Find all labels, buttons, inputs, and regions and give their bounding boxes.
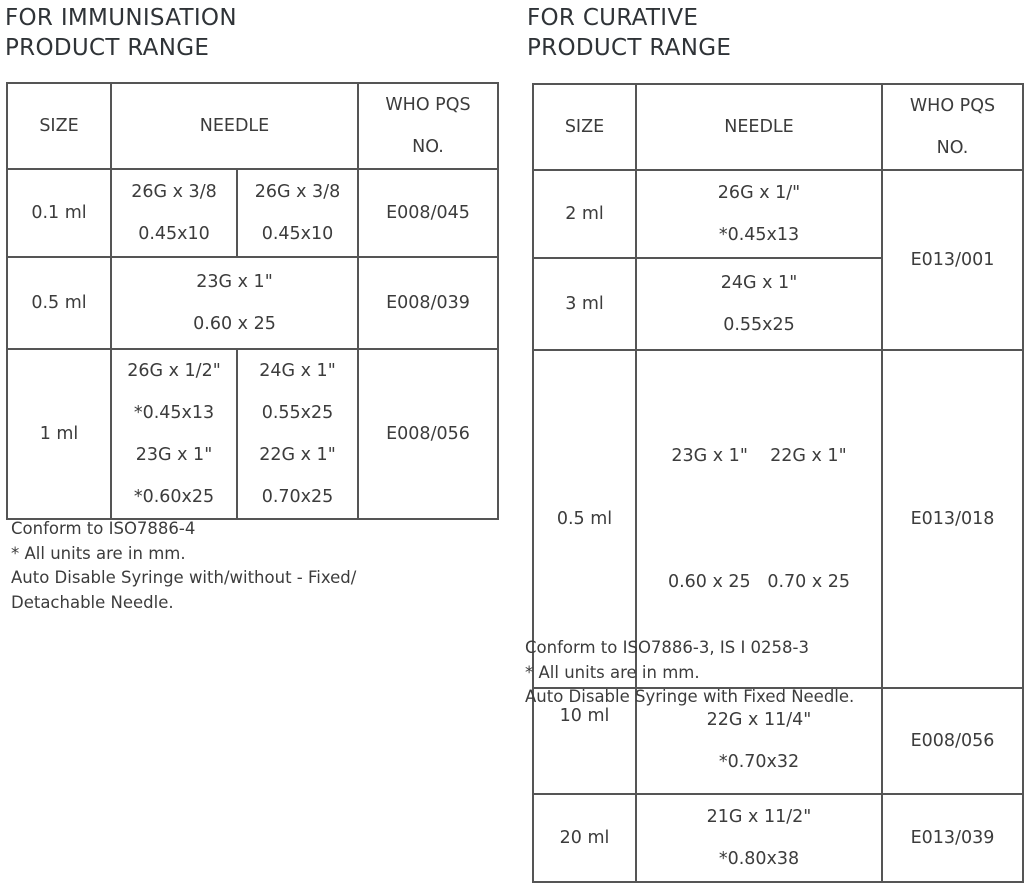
who-pqs-cell: E013/001 xyxy=(882,170,1023,350)
needle-cell xyxy=(237,169,358,257)
needle-dimension: *0.70x32 xyxy=(718,752,800,772)
table-row xyxy=(7,349,498,519)
who-pqs-cell: E008/056 xyxy=(882,688,1023,794)
needle-dimension: *0.45x13 xyxy=(133,403,215,423)
needle-cell xyxy=(111,349,237,519)
size-column-header: SIZE xyxy=(7,83,111,169)
needle-dimension: *0.80x38 xyxy=(718,849,800,869)
immunisation-heading xyxy=(5,3,237,63)
who-header-line: NO. xyxy=(412,137,444,157)
needle-dimension: 0.70x25 xyxy=(261,487,334,507)
who-pqs-cell: E008/045 xyxy=(358,169,498,257)
size-cell: 0.5 ml xyxy=(533,350,636,688)
needle-gauge: 26G x 1/2" xyxy=(127,361,221,381)
size-cell: 1 ml xyxy=(7,349,111,519)
who-column-header xyxy=(358,83,498,169)
needle-column-header: NEEDLE xyxy=(636,84,882,170)
immunisation-table xyxy=(6,82,499,520)
needle-dimension: 0.45x10 xyxy=(138,224,210,244)
heading-line: PRODUCT RANGE xyxy=(5,35,210,61)
needle-gauge: 21G x 11/2" xyxy=(706,807,812,827)
needle-gauge: 22G x 11/4" xyxy=(706,710,812,730)
size-column-header: SIZE xyxy=(533,84,636,170)
curative-heading xyxy=(527,3,731,63)
heading-line: FOR CURATIVE xyxy=(527,5,699,31)
heading-line: FOR IMMUNISATION xyxy=(5,5,237,31)
size-cell: 0.1 ml xyxy=(7,169,111,257)
who-column-header xyxy=(882,84,1023,170)
needle-gauge: 26G x 1/" xyxy=(717,183,801,203)
curative-table xyxy=(532,83,1024,883)
who-header-line: NO. xyxy=(936,138,969,158)
needle-cell xyxy=(636,170,882,258)
needle-dimension: 0.60 x 25 0.70 x 25 xyxy=(667,572,851,592)
needle-gauge: 23G x 1" xyxy=(196,272,273,292)
needle-cell xyxy=(636,794,882,882)
needle-column-header: NEEDLE xyxy=(111,83,358,169)
note-line: Detachable Needle. xyxy=(11,592,174,612)
needle-cell xyxy=(636,258,882,350)
who-pqs-cell: E013/018 xyxy=(882,350,1023,688)
needle-gauge: 26G x 3/8 xyxy=(254,182,341,202)
needle-dimension: 0.55x25 xyxy=(261,403,334,423)
table-row xyxy=(533,170,1023,258)
needle-gauge: 26G x 3/8 xyxy=(131,182,217,202)
note-line: Conform to ISO7886-4 xyxy=(11,519,196,538)
header-row xyxy=(7,83,498,169)
note-line: Auto Disable Syringe with Fixed Needle. xyxy=(525,687,855,706)
needle-gauge: 24G x 1" xyxy=(259,361,336,381)
table-row xyxy=(533,794,1023,882)
needle-gauge: 24G x 1" xyxy=(720,273,798,293)
size-cell: 20 ml xyxy=(533,794,636,882)
who-pqs-cell: E008/056 xyxy=(358,349,498,519)
needle-dimension: *0.60x25 xyxy=(133,487,215,507)
note-line: Auto Disable Syringe with/without - Fixed/ xyxy=(11,568,357,587)
heading-line: PRODUCT RANGE xyxy=(527,35,732,61)
needle-dimension: *0.45x13 xyxy=(718,225,800,245)
size-cell: 2 ml xyxy=(533,170,636,258)
who-pqs-cell: E013/039 xyxy=(882,794,1023,882)
note-line: * All units are in mm. xyxy=(525,662,700,682)
size-cell: 0.5 ml xyxy=(7,257,111,349)
immunisation-notes xyxy=(11,517,356,615)
note-line: * All units are in mm. xyxy=(11,543,186,563)
who-header-line: WHO PQS xyxy=(385,95,471,115)
size-cell: 3 ml xyxy=(533,258,636,350)
who-header-line: WHO PQS xyxy=(909,96,996,116)
needle-gauge: 22G x 1" xyxy=(259,445,336,465)
curative-notes xyxy=(525,636,854,710)
needle-dimension: 0.45x10 xyxy=(261,224,334,244)
needle-dimension: 0.60 x 25 xyxy=(193,314,276,334)
needle-cell xyxy=(111,257,358,349)
header-row xyxy=(533,84,1023,170)
table-row xyxy=(7,169,498,257)
table-row xyxy=(7,257,498,349)
note-line: Conform to ISO7886-3, IS I 0258-3 xyxy=(525,638,809,657)
needle-cell xyxy=(237,349,358,519)
needle-gauge: 23G x 1" 22G x 1" xyxy=(671,446,847,466)
needle-gauge: 23G x 1" xyxy=(135,445,213,465)
who-pqs-cell: E008/039 xyxy=(358,257,498,349)
size-cell: 10 ml xyxy=(533,688,636,794)
needle-cell xyxy=(111,169,237,257)
needle-dimension: 0.55x25 xyxy=(723,315,795,335)
